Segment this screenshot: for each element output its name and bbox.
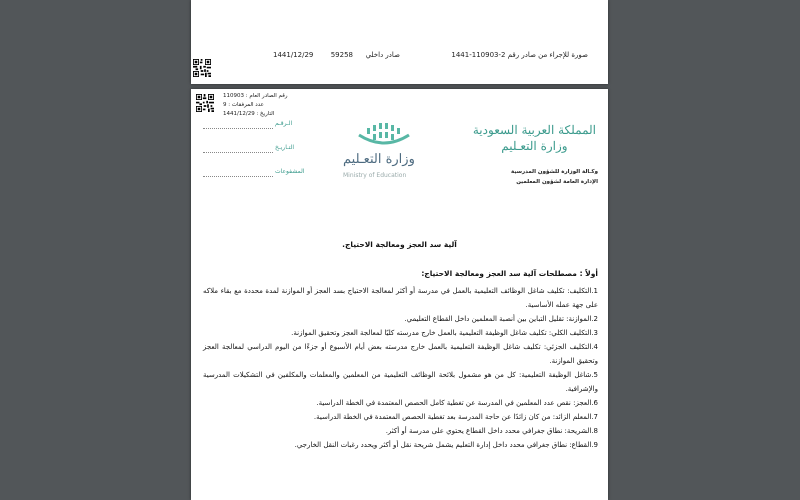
agency-line-1: وكـالة الوزارة للشؤون المدرسية — [510, 169, 598, 175]
attachments-label: المشفوعات — [275, 168, 305, 175]
logo-english-text: Ministry of Education — [343, 172, 407, 179]
attachments-count: عدد المرفقات : 9 — [223, 102, 264, 108]
document-title: آلية سد العجز ومعالجة الاحتياج. — [342, 240, 457, 249]
term-item: 1.التكليف: تكليف شاغل الوظائف التعليمية بالعمل في مدرسة أو أكثر لمعالجة الاحتياج بسد العجز أو الموازنة لمدة محددة مع بقاء ملاكه على جهة عمله الأساسية. — [203, 287, 598, 309]
term-item: 3.التكليف الكلي: تكليف شاغل الوظيفة التعليمية بالعمل خارج مدرسته كليًا لمعالجة العجز وتحقيق الموازنة. — [291, 329, 598, 337]
agency-line-2: الإدارة العامة لشؤون المعلمين — [516, 179, 598, 185]
qr-code-icon — [193, 59, 211, 77]
kingdom-name: المملكة العربية السعودية — [472, 123, 596, 137]
document-body — [203, 267, 598, 452]
date-label: التـاريـخ — [275, 144, 295, 151]
term-item: 2.الموازنة: تقليل التباين بين أنصبة المعلمين داخل القطاع التعليمي. — [404, 315, 598, 323]
date-field-line — [203, 152, 273, 153]
term-item: 8.الشريحة: نطاق جغرافي محدد داخل القطاع يحتوي على مدرسة أو أكثر. — [385, 427, 598, 435]
internal-label: صادر داخلي — [365, 51, 400, 59]
attachments-field-line — [203, 176, 273, 177]
number-label: الـرقـم — [275, 120, 293, 127]
term-item: 7.المعلم الزائد: من كان زائدًا عن حاجة المدرسة بعد تغطية الحصص المعتمدة في الخطة الدراسية. — [313, 413, 598, 421]
document-page-2 — [191, 89, 608, 500]
agency-block — [511, 167, 598, 187]
kingdom-header — [473, 122, 596, 154]
term-item: 6.العجز: نقص عدد المعلمين في المدرسة عن تغطية كامل الحصص المعتمدة في الخطة الدراسية. — [316, 399, 598, 407]
copy-label: صورة للإجراء من صادر رقم 2-110903-1441 — [451, 51, 588, 59]
meta-date: التاريخ : 1441/12/29 — [223, 111, 275, 117]
ministry-name: وزارة التعـليم — [501, 139, 568, 153]
term-item: 4.التكليف الجزئي: تكليف شاغل الوظيفة التعليمية بالعمل خارج مدرسته بعض أيام الأسبوع أو جزءًا من اليوم الدراسي لمعالجة العجز وتحقيق الموازنة. — [203, 343, 598, 365]
number-field-line — [203, 128, 273, 129]
qr-code-icon — [196, 94, 214, 112]
stamp-date: 1441/12/29 — [273, 51, 314, 59]
term-item: 5.شاغل الوظيفة التعليمية: كل من هو مشمول بلائحة الوظائف التعليمية من المعلمين والمعلمات والمكلفين في التشكيلات المدرسية والإشرافية. — [203, 371, 598, 393]
term-item: 9.القطاع: نطاق جغرافي محدد داخل إدارة التعليم يشمل شريحة نقل أو أكثر ويحدد رغبات النقل الخارجي. — [294, 441, 598, 449]
ministry-logo — [339, 121, 429, 183]
section-heading: أولاً : مصطلحات آلية سد العجز ومعالجة الاحتياج: — [421, 269, 598, 278]
outgoing-general-number: رقم الصادر العام : 110903 — [223, 93, 288, 99]
logo-arabic-text: وزارة التعـليم — [343, 152, 415, 167]
internal-number: 59258 — [330, 51, 353, 59]
document-page-1 — [191, 0, 608, 84]
